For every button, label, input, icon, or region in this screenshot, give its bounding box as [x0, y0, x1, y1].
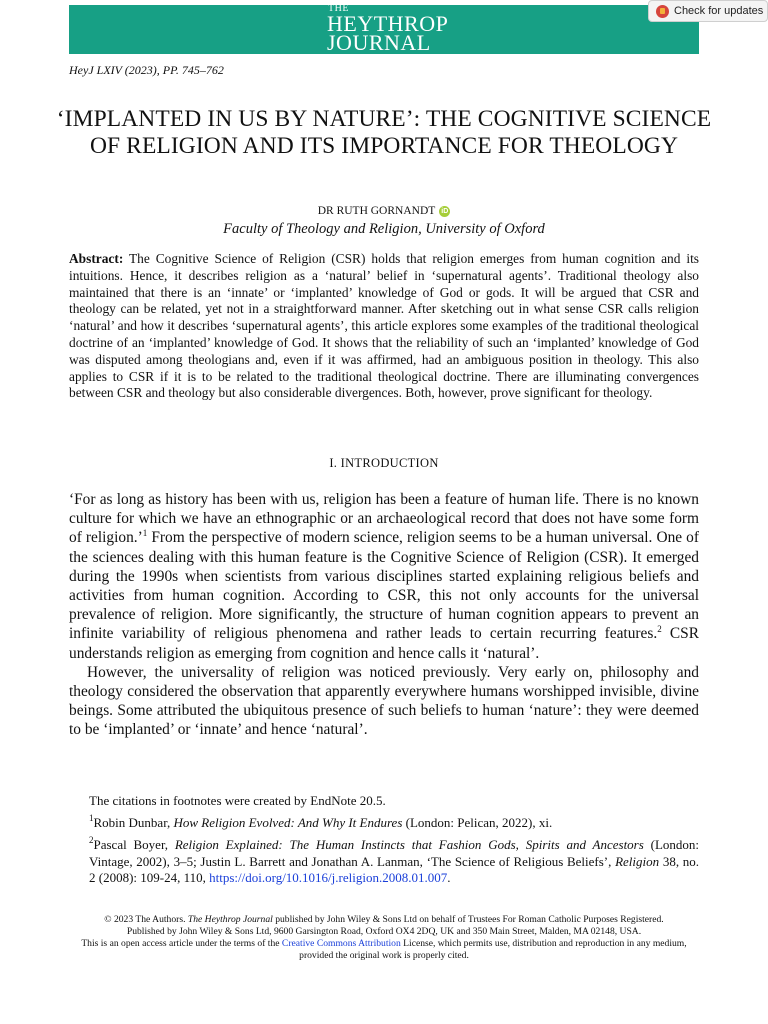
author-line [0, 205, 768, 217]
p1-quote: ‘For as long as history has been with us, religion has been a feature of human life. There is no known culture for which we have an ethnographic or an archaeological record that does not have some form of religion.’ [69, 491, 699, 547]
journal-logo [327, 4, 448, 54]
affiliation: Faculty of Theology and Religion, University of Oxford [223, 221, 545, 237]
p1-text-end: CSR understands religion as emerging from cognition and hence calls it ‘natural’. [69, 625, 699, 662]
footnote-1 [89, 815, 699, 832]
abstract [69, 251, 699, 402]
article-title: ‘IMPLANTED IN US BY NATURE’: THE COGNITIVE SCIENCE OF RELIGION AND ITS IMPORTANCE FOR THEOLOGY [56, 106, 712, 159]
logo-line2: JOURNAL [327, 30, 431, 55]
footer-journal: The Heythrop Journal [187, 914, 273, 925]
doi-link[interactable]: https://doi.org/10.1016/j.religion.2008.01.007 [209, 870, 448, 885]
fn2-details: 38, no. 2 (2008): 109-24, 110, [89, 853, 700, 885]
footnote-ref-2[interactable]: 2 [657, 624, 662, 635]
logo-line1: HEYTHROP [327, 11, 449, 36]
footer-publisher: published by John Wiley & Sons Ltd on behalf of Trustees For Roman Catholic Purposes Registered. [272, 914, 664, 925]
fn2-author: Pascal Boyer, [93, 837, 175, 852]
footer-line-2: Published by John Wiley & Sons Ltd, 9600 Garsington Road, Oxford OX4 2DQ, UK and 350 Main Street, Malden, MA 02148, USA. [126, 926, 642, 937]
abstract-label: Abstract: [69, 251, 124, 266]
fn2-title: Religion Explained: The Human Instincts that Fashion Gods, Spirits and Ancestors [174, 837, 644, 852]
footer-license-text: This is an open access article under the terms of the [81, 938, 282, 949]
logo-the: THE [328, 3, 349, 14]
footer-line-3 [69, 938, 699, 962]
footnote-2-number: 2 [89, 835, 94, 845]
check-for-updates-button[interactable] [648, 0, 768, 22]
footnote-1-number: 1 [89, 813, 94, 823]
footnote-2 [89, 837, 699, 887]
fn1-publisher: (London: Pelican, 2022), xi. [402, 815, 553, 830]
journal-citation: HeyJ LXIV (2023), PP. 745–762 [69, 63, 224, 77]
section-heading: I. INTRODUCTION [329, 456, 439, 470]
abstract-text: The Cognitive Science of Religion (CSR) holds that religion emerges from human cognition and its intuitions. Hence, it describes religion as a ‘natural’ belief in ‘supernatural agents’. Traditional theology also maintained that there is an ‘innate’ or ‘implanted’ knowledge of God or gods. It will be argued that CSR and theology can be related, yet not in a straightforward manner. After sketching out in what sense CSR calls religion ‘natural’ and how it describes ‘supernatural agents’, this article explores some examples of the traditional theological doctrine of an ‘implanted’ knowledge of God. It shows that the reliability of such an ‘implanted’ knowledge of God was disputed among theologians and, even if it was affirmed, had an ambiguous position in theology. This also applies to CSR if it is to be related to the traditional theological doctrine. There are illuminating convergences between CSR and theology but also considerable divergences. Both, however, prove significant for theology. [69, 251, 699, 401]
orcid-icon[interactable]: iD [441, 208, 449, 215]
fn2-journal: Religion [615, 853, 660, 869]
footnote-ref-1[interactable]: 1 [142, 528, 148, 539]
copyright-footer [69, 914, 699, 962]
p1-text: From the perspective of modern science, religion seems to be a human universal. One of the sciences dealing with this human feature is the Cognitive Science of Religion (CSR). It emerged during the 1990s when scientists from various disciplines started explaining religious beliefs and activities from human cognition. According to CSR, this not only accounts for the universal prevalence of religion. More significantly, the structure of human cognition appears to prevent an infinite variability of religious phenomena and rather leads to certain recurring features. [69, 529, 699, 643]
footer-line-1 [69, 914, 699, 926]
fn1-author: Robin Dunbar, [93, 815, 174, 830]
crossmark-icon [656, 5, 669, 18]
footer-license-text-end: License, which permits use, distribution and reproduction in any medium, provided the original work is properly cited. [299, 938, 687, 961]
paragraph-1 [69, 490, 699, 663]
footer-copyright: © 2023 The Authors. [104, 914, 188, 925]
footnote-note: The citations in footnotes were created by EndNote 20.5. [89, 793, 386, 808]
body-text [69, 490, 699, 740]
creative-commons-link[interactable]: Creative Commons Attribution [281, 938, 401, 949]
fn2-text: (London: Vintage, 2002), 3–5; Justin L. Barrett and Jonathan A. Lanman, ‘The Science of Religious Beliefs’, [89, 837, 699, 869]
fn1-title: How Religion Evolved: And Why It Endures [173, 815, 403, 830]
fn2-end: . [447, 870, 451, 885]
paragraph-2: However, the universality of religion was noticed previously. Very early on, philosophy and theology considered the observation that apparently everywhere humans worshipped invisible, divine beings. Some attributed the ubiquitous presence of such beliefs to human ‘nature’: they were deemed to be ‘implanted’ or ‘innate’ and hence ‘natural’. [69, 663, 699, 739]
author-name: DR RUTH GORNANDT [317, 205, 436, 217]
check-for-updates-label: Check for updates [674, 5, 764, 17]
